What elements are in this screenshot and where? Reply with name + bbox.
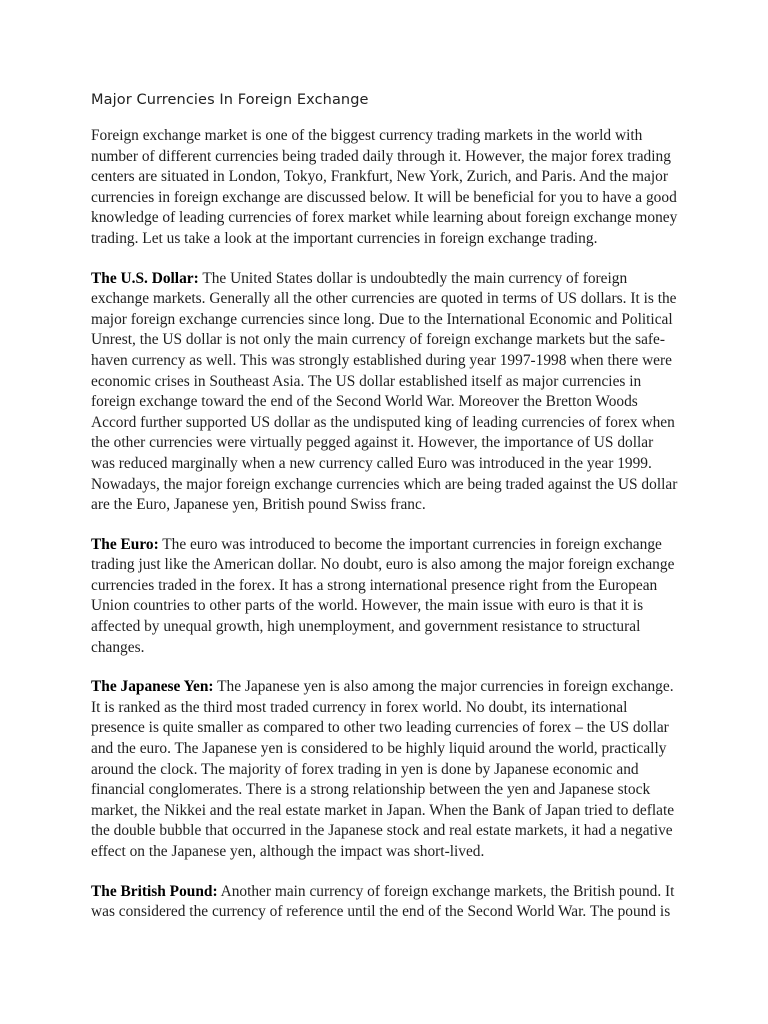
section-japanese-yen [91,677,680,862]
section-body: The euro was introduced to become the important currencies in foreign exchange trading just like the American dollar. No doubt, euro is also among the major foreign exchange currencies traded in the forex. It has a strong international presence right from the European Union countries to other parts of the world. However, the main issue with euro is that it is affected by unequal growth, high unemployment, and government resistance to structural changes. [91,535,675,656]
section-heading: The Euro: [91,535,159,553]
document-title: Major Currencies In Foreign Exchange [91,92,369,108]
section-heading: The British Pound: [91,882,218,900]
section-heading: The Japanese Yen: [91,678,214,696]
section-body: The United States dollar is undoubtedly the main currency of foreign exchange markets. Generally all the other currencies are quoted in terms of US dollars. It is the major foreign exchange currencies since long. Due to the International Economic and Political Unrest, the US dollar is not only the main currency of foreign exchange markets but the safe-haven currency as well. This was strongly established during year 1997-1998 when there were economic crises in Southeast Asia. The US dollar established itself as major currencies in foreign exchange toward the end of the Second World War. Moreover the Bretton Woods Accord further supported US dollar as the undisputed king of leading currencies of forex when the other currencies were virtually pegged against it. However, the importance of US dollar was reduced marginally when a new currency called Euro was introduced in the year 1999. Nowadays, the major foreign exchange currencies which are being traded against the US dollar are the Euro, Japanese yen, British pound Swiss franc. [91,269,678,514]
section-body: Another main currency of foreign exchange markets, the British pound. It was considered the currency of reference until the end of the Second World War. The pound is [91,882,675,921]
section-us-dollar [91,269,680,516]
section-heading: The U.S. Dollar: [91,269,199,287]
section-euro [91,535,680,659]
section-body: The Japanese yen is also among the major currencies in foreign exchange. It is ranked as the third most traded currency in forex world. No doubt, its international presence is quite smaller as compared to other two leading currencies of forex – the US dollar and the euro. The Japanese yen is considered to be highly liquid around the world, practically around the clock. The majority of forex trading in yen is done by Japanese economic and financial conglomerates. There is a strong relationship between the yen and Japanese stock market, the Nikkei and the real estate market in Japan. When the Bank of Japan tried to deflate the double bubble that occurred in the Japanese stock and real estate markets, it had a negative effect on the Japanese yen, although the impact was short-lived. [91,678,675,860]
section-british-pound [91,882,680,923]
intro-paragraph: Foreign exchange market is one of the biggest currency trading markets in the world with number of different currencies being traded daily through it. However, the major forex trading centers are situated in London, Tokyo, Frankfurt, New York, Zurich, and Paris. And the major currencies in foreign exchange are discussed below. It will be beneficial for you to have a good knowledge of leading currencies of forex market while learning about foreign exchange money trading. Let us take a look at the important currencies in foreign exchange trading. [91,127,678,247]
